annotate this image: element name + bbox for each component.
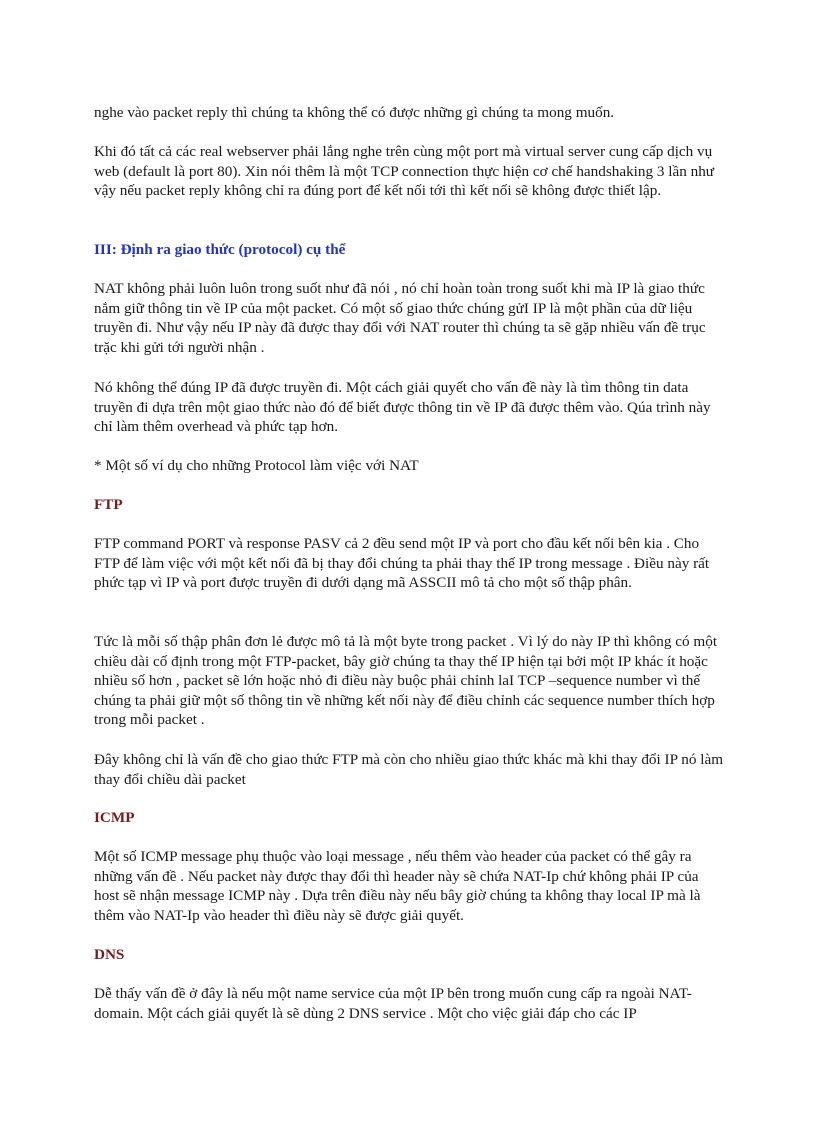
section-heading-ftp: FTP	[94, 496, 123, 513]
paragraph-ftp-decimal: Tức là mỗi số thập phân đơn lẻ được mô tả là một byte trong packet . Vì lý do này IP thì không có một chiều dài cố định trong một FTP-packet, bây giờ chúng ta thay thế IP hiện tại bởi một IP khác ít hoặc nhiều số hơn , packet sẽ lớn hoặc nhỏ đi điều này buộc phải chỉnh laI TCP –sequence number vì thế chúng ta phải giữ một số thông tin về những kết nối này để điều chỉnh các sequence number thích hợp trong mỗi packet .	[94, 633, 718, 729]
paragraph-ip-transmission: Nó không thể đúng IP đã được truyền đi. Một cách giải quyết cho vấn đề này là tìm thông tin data truyền đi dựa trên một giao thức nào đó để biết được thông tin về IP đã được thêm vào. Qúa trình này chỉ làm thêm overhead và phức tạp hơn.	[94, 379, 711, 436]
paragraph-dns: Dễ thấy vấn đề ở đây là nếu một name service của một IP bên trong muốn cung cấp ra ngoài NAT-domain. Một cách giải quyết là sẽ dùng 2 DNS service . Một cho việc giải đáp cho các IP	[94, 985, 692, 1022]
paragraph-continuation: nghe vào packet reply thì chúng ta không thể có được những gì chúng ta mong muốn.	[94, 104, 615, 121]
section-heading-protocol: III: Định ra giao thức (protocol) cụ thể	[94, 241, 346, 258]
section-heading-icmp: ICMP	[94, 809, 135, 826]
paragraph-nat-transparency: NAT không phải luôn luôn trong suốt như đã nói , nó chỉ hoàn toàn trong suốt khi mà IP là giao thức nắm giữ thông tin về IP của một packet. Có một số giao thức chúng gửI IP là một phần của dữ liệu truyền đi. Như vậy nếu IP này đã được thay đổi với NAT router thì chúng ta sẽ gặp nhiều vấn đề trục trặc khi gửi tới người nhận .	[94, 280, 706, 356]
paragraph-ftp-length: Đây không chỉ là vấn đề cho giao thức FTP mà còn cho nhiều giao thức khác mà khi thay đổi IP nó làm thay đổi chiều dài packet	[94, 751, 724, 788]
section-heading-dns: DNS	[94, 946, 125, 963]
paragraph-ftp-port: FTP command PORT và response PASV cả 2 đều send một IP và port cho đầu kết nối bên kia . Cho FTP để làm việc với một kết nối đã bị thay đổi chúng ta phải thay thế IP trong message . Điều này rất phức tạp vì IP và port được truyền đi dưới dạng mã ASSCII mô tả cho một số thập phân.	[94, 535, 710, 592]
paragraph-icmp: Một số ICMP message phụ thuộc vào loại message , nếu thêm vào header của packet có thể gây ra những vấn đề . Nếu packet này được thay đổi thì header này sẽ chứa NAT-Ip chứ không phải IP của host sẽ nhận message ICMP này . Dựa trên điều này nếu bây giờ chúng ta không thay local IP mà là thêm vào NAT-Ip vào header thì điều này sẽ được giải quyết.	[94, 848, 701, 924]
paragraph-webserver-port: Khi đó tất cả các real webserver phải lắng nghe trên cùng một port mà virtual server cung cấp dịch vụ web (default là port 80). Xin nói thêm là một TCP connection thực hiện cơ chế handshaking 3 lần như vậy nếu packet reply không chỉ ra đúng port để kết nối tới thì kết nối sẽ không được thiết lập.	[94, 143, 715, 200]
paragraph-protocol-examples: * Một số ví dụ cho những Protocol làm việc với NAT	[94, 457, 419, 474]
